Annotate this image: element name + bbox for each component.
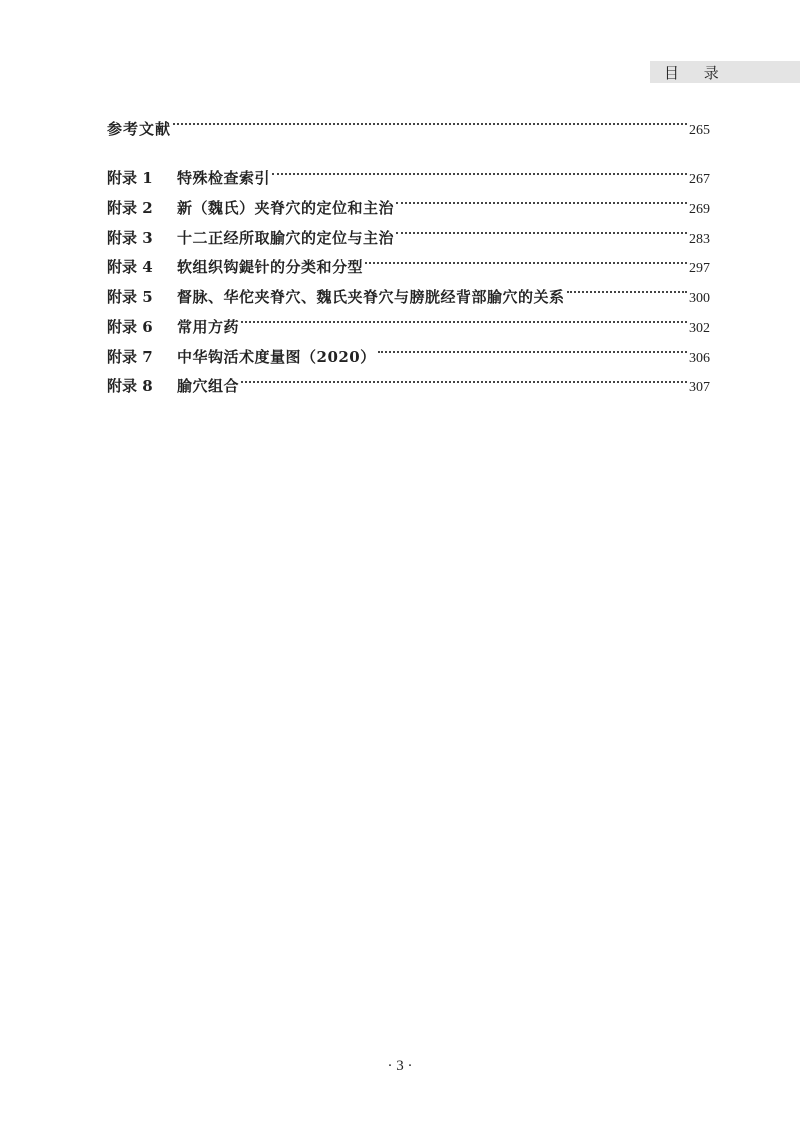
toc-entry-title: 中华钩活术度量图（2020） — [177, 347, 376, 366]
toc-entry-title: 特殊检查索引 — [177, 169, 271, 188]
toc-entry-prefix: 附录 8 — [107, 377, 153, 396]
toc-entry-prefix: 附录 4 — [107, 258, 153, 277]
toc-entry-prefix: 附录 5 — [107, 288, 153, 307]
toc-entry-references[interactable] — [107, 104, 710, 138]
dot-leader — [241, 362, 687, 392]
toc-entry-page: 306 — [689, 350, 710, 366]
toc-entry-prefix: 附录 1 — [107, 169, 153, 188]
toc-entry-page: 307 — [689, 380, 710, 396]
toc-entry-page: 265 — [689, 122, 710, 138]
toc-entry-page: 267 — [689, 172, 710, 188]
dot-leader — [396, 183, 687, 213]
toc-entry-title: 软组织钩鍉针的分类和分型 — [177, 258, 364, 277]
toc-entry-title: 参考文献 — [107, 119, 172, 138]
toc-entry-page: 300 — [689, 291, 710, 307]
toc-entry-appendix-1[interactable] — [107, 154, 710, 188]
toc-entry-page: 283 — [689, 231, 710, 247]
toc-entry-page: 297 — [689, 261, 710, 277]
table-of-contents — [107, 104, 710, 396]
dot-leader — [567, 272, 687, 302]
section-label: 目 录 — [664, 63, 729, 82]
toc-entry-title: 十二正经所取腧穴的定位与主治 — [177, 228, 395, 247]
dot-leader — [272, 154, 687, 184]
toc-entry-title: 新（魏氏）夹脊穴的定位和主治 — [177, 199, 395, 218]
toc-entry-page: 269 — [689, 202, 710, 218]
dot-leader — [173, 104, 687, 134]
toc-entry-title: 督脉、华佗夹脊穴、魏氏夹脊穴与膀胱经背部腧穴的关系 — [177, 288, 565, 307]
toc-entry-prefix: 附录 7 — [107, 347, 153, 366]
toc-entry-prefix: 附录 3 — [107, 228, 153, 247]
toc-entry-prefix: 附录 2 — [107, 199, 153, 218]
toc-entry-prefix: 附录 6 — [107, 317, 153, 336]
dot-leader — [365, 243, 687, 273]
page-number: · 3 · — [387, 1058, 413, 1074]
section-header-tab — [650, 61, 800, 83]
dot-leader — [396, 213, 687, 243]
toc-entry-title: 常用方药 — [177, 317, 240, 336]
dot-leader — [241, 302, 687, 332]
dot-leader — [378, 332, 687, 362]
toc-entry-page: 302 — [689, 320, 710, 336]
toc-entry-title: 腧穴组合 — [177, 377, 240, 396]
